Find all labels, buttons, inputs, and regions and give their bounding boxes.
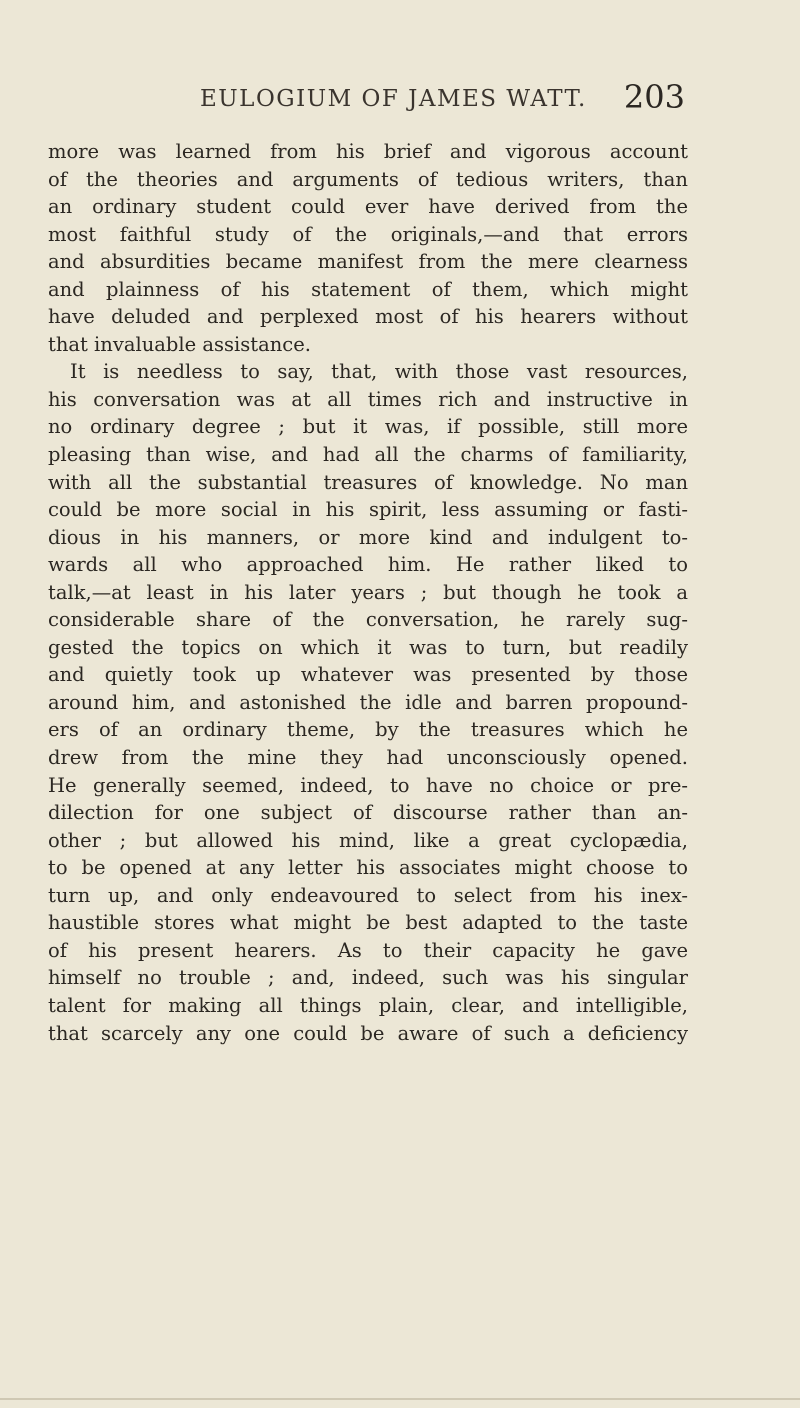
text-line: talent for making all things plain, clear, and intelligible, [48, 993, 688, 1017]
text-line: He generally seemed, indeed, to have no choice or pre- [48, 773, 688, 797]
text-line: ers of an ordinary theme, by the treasures which he [48, 718, 688, 742]
text-line: gested the topics on which it was to turn, but readily [48, 635, 688, 659]
text-line: around him, and astonished the idle and barren propound- [48, 690, 688, 714]
text-line: turn up, and only endeavoured to select from his inex- [48, 883, 688, 907]
page-number: 203 [623, 78, 685, 116]
text-line: talk,—at least in his later years ; but though he took a [48, 580, 688, 604]
text-line: of the theories and arguments of tedious writers, than [48, 167, 688, 191]
text-line: and absurdities became manifest from the mere clearness [48, 250, 688, 274]
text-line: that scarcely any one could be aware of such a deficiency [48, 1021, 688, 1045]
text-line: and quietly took up whatever was presented by those [48, 663, 688, 687]
text-line: other ; but allowed his mind, like a great cyclopædia, [48, 828, 688, 852]
running-title: EULOGIUM OF JAMES WATT. [200, 86, 587, 112]
text-line: and plainness of his statement of them, which might [48, 277, 688, 301]
text-line: wards all who approached him. He rather liked to [48, 553, 688, 577]
page-header [200, 78, 685, 118]
text-line: his conversation was at all times rich and instructive in [48, 387, 688, 411]
text-line: haustible stores what might be best adapted to the taste [48, 911, 688, 935]
text-line: considerable share of the conversation, he rarely sug- [48, 608, 688, 632]
text-line: dilection for one subject of discourse rather than an- [48, 801, 688, 825]
text-line: that invaluable assistance. [48, 332, 311, 356]
text-line: most faithful study of the originals,—and that errors [48, 222, 688, 246]
text-line: with all the substantial treasures of knowledge. No man [48, 470, 688, 494]
text-line: pleasing than wise, and had all the charms of familiarity, [48, 443, 688, 467]
page-bottom-edge [0, 1398, 800, 1400]
text-line: no ordinary degree ; but it was, if possible, still more [48, 415, 688, 439]
text-line: an ordinary student could ever have derived from the [48, 195, 688, 219]
text-line: to be opened at any letter his associates might choose to [48, 856, 688, 880]
text-line: dious in his manners, or more kind and indulgent to- [48, 525, 688, 549]
text-line: himself no trouble ; and, indeed, such was his singular [48, 966, 688, 990]
text-line: of his present hearers. As to their capacity he gave [48, 938, 688, 962]
text-line: could be more social in his spirit, less assuming or fasti- [48, 498, 688, 522]
body-text [48, 138, 688, 1047]
text-line: have deluded and perplexed most of his hearers without [48, 305, 688, 329]
paragraph-start-line: It is needless to say, that, with those vast resources, [70, 360, 688, 384]
text-line: drew from the mine they had unconsciously opened. [48, 746, 688, 770]
text-line: more was learned from his brief and vigorous account [48, 140, 688, 163]
